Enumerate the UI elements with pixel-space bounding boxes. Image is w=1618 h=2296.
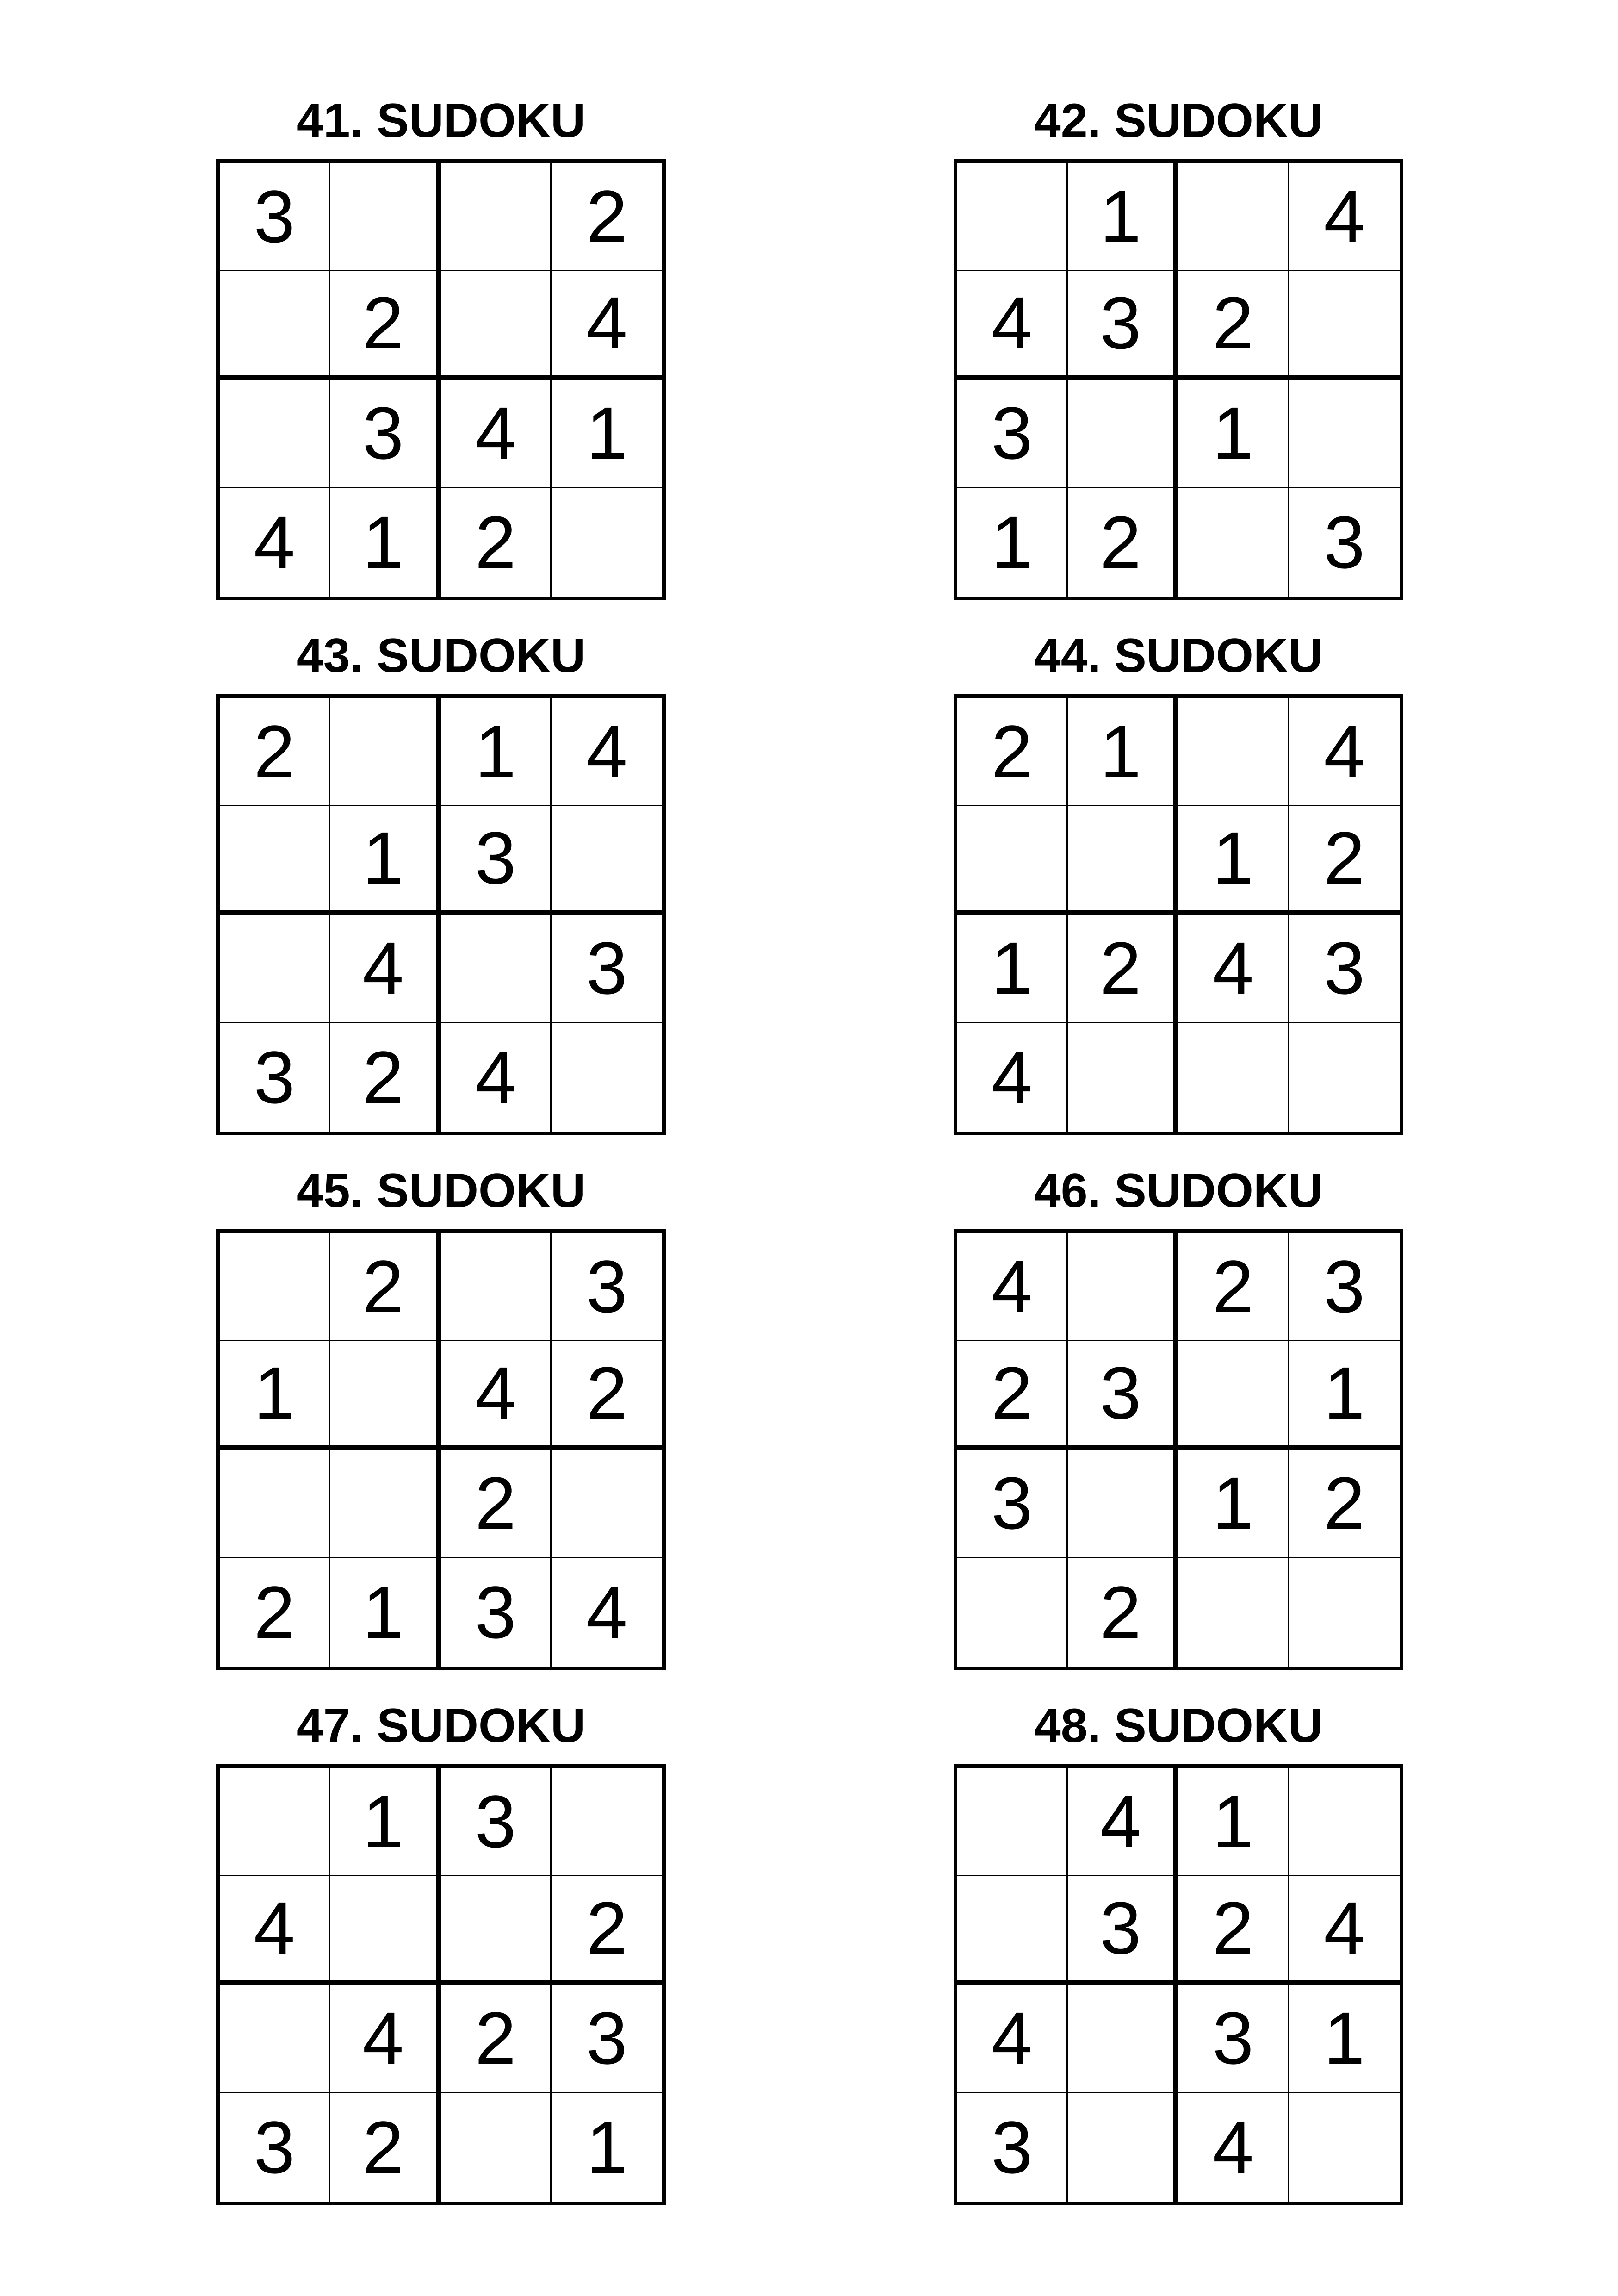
sudoku-cell[interactable]: 2 — [1068, 488, 1178, 597]
sudoku-cell[interactable]: 3 — [220, 163, 330, 271]
sudoku-cell[interactable]: 4 — [957, 1023, 1068, 1132]
sudoku-cell[interactable]: 1 — [957, 488, 1068, 597]
sudoku-cell[interactable] — [1289, 1768, 1400, 1876]
sudoku-cell[interactable]: 4 — [586, 1570, 627, 1654]
sudoku-cell[interactable]: 4 — [957, 271, 1068, 380]
sudoku-cell[interactable]: 2 — [1289, 806, 1400, 915]
sudoku-cell[interactable] — [441, 1233, 552, 1341]
sudoku-cell[interactable]: 1 — [1068, 163, 1178, 271]
sudoku-cell[interactable]: 3 — [220, 2093, 330, 2202]
sudoku-cell[interactable] — [220, 1985, 330, 2093]
sudoku-cell[interactable]: 4 — [1178, 915, 1289, 1023]
sudoku-cell[interactable] — [220, 1233, 330, 1341]
sudoku-cell[interactable]: 1 — [586, 2105, 627, 2189]
sudoku-cell[interactable]: 3 — [1178, 1985, 1289, 2093]
sudoku-cell[interactable] — [441, 915, 552, 1023]
sudoku-cell[interactable]: 1 — [330, 1768, 441, 1876]
sudoku-cell[interactable]: 2 — [220, 1558, 330, 1667]
sudoku-cell[interactable] — [1068, 1985, 1178, 2093]
sudoku-cell[interactable] — [1289, 380, 1400, 488]
sudoku-cell[interactable] — [441, 163, 552, 271]
sudoku-cell[interactable] — [1178, 488, 1289, 597]
sudoku-cell[interactable]: 1 — [1178, 1450, 1289, 1558]
sudoku-grid — [216, 1229, 666, 1670]
sudoku-cell[interactable]: 2 — [957, 698, 1068, 806]
sudoku-cell[interactable] — [220, 1768, 330, 1876]
sudoku-cell[interactable]: 4 — [1289, 698, 1400, 806]
sudoku-cell[interactable] — [330, 163, 441, 271]
sudoku-cell[interactable]: 2 — [552, 1876, 662, 1985]
sudoku-cell[interactable] — [552, 1023, 662, 1132]
sudoku-cell[interactable]: 3 — [957, 1450, 1068, 1558]
sudoku-cell[interactable] — [1068, 380, 1178, 488]
puzzle-title: 47. SUDOKU — [296, 1699, 586, 1753]
sudoku-cell[interactable] — [1289, 1558, 1400, 1667]
sudoku-cell[interactable]: 1 — [1289, 1985, 1400, 2093]
sudoku-cell[interactable] — [1178, 163, 1289, 271]
sudoku-cell[interactable]: 3 — [957, 2093, 1068, 2202]
sudoku-cell[interactable] — [957, 1768, 1068, 1876]
puzzle-title: 48. SUDOKU — [1034, 1699, 1323, 1753]
puzzle-title: 43. SUDOKU — [296, 629, 586, 683]
sudoku-cell[interactable]: 1 — [1178, 806, 1289, 915]
sudoku-cell[interactable]: 1 — [441, 698, 552, 806]
sudoku-cell[interactable] — [330, 698, 441, 806]
sudoku-cell[interactable] — [1178, 1558, 1289, 1667]
sudoku-cell[interactable]: 4 — [552, 271, 662, 380]
sudoku-grid — [954, 1764, 1403, 2205]
sudoku-cell[interactable] — [330, 1876, 441, 1985]
sudoku-grid — [954, 159, 1403, 600]
sudoku-cell[interactable] — [1178, 1341, 1289, 1450]
sudoku-grid — [216, 1764, 666, 2205]
sudoku-grid — [216, 694, 666, 1135]
sudoku-cell[interactable] — [1289, 1023, 1400, 1132]
sudoku-cell[interactable] — [1289, 271, 1400, 380]
sudoku-cell[interactable]: 4 — [220, 1876, 330, 1985]
sudoku-cell[interactable] — [220, 1450, 330, 1558]
sudoku-cell[interactable]: 1 — [957, 915, 1068, 1023]
sudoku-cell[interactable]: 3 — [1324, 500, 1365, 584]
sudoku-cell[interactable]: 3 — [1289, 1233, 1400, 1341]
sudoku-cell[interactable]: 1 — [1289, 1341, 1400, 1450]
puzzle-title: 46. SUDOKU — [1034, 1164, 1323, 1218]
sudoku-cell[interactable]: 4 — [330, 1985, 441, 2093]
sudoku-cell[interactable]: 2 — [441, 488, 552, 597]
sudoku-cell[interactable] — [957, 163, 1068, 271]
sudoku-cell[interactable]: 4 — [441, 1023, 552, 1132]
sudoku-cell[interactable]: 3 — [441, 806, 552, 915]
sudoku-cell[interactable]: 4 — [220, 488, 330, 597]
sudoku-cell[interactable]: 4 — [441, 1341, 552, 1450]
sudoku-cell[interactable]: 2 — [1178, 271, 1289, 380]
sudoku-cell[interactable]: 2 — [441, 1985, 552, 2093]
sudoku-cell[interactable]: 3 — [552, 1233, 662, 1341]
sudoku-cell[interactable]: 4 — [1068, 1768, 1178, 1876]
sudoku-cell[interactable]: 2 — [552, 163, 662, 271]
sudoku-cell[interactable] — [1068, 1450, 1178, 1558]
sudoku-cell[interactable]: 2 — [1068, 1558, 1178, 1667]
sudoku-cell[interactable] — [1068, 1023, 1178, 1132]
sudoku-cell[interactable]: 2 — [1068, 915, 1178, 1023]
sudoku-cell[interactable]: 3 — [441, 1768, 552, 1876]
sudoku-cell[interactable] — [552, 488, 662, 597]
sudoku-cell[interactable]: 2 — [441, 1450, 552, 1558]
sudoku-cell[interactable]: 1 — [1178, 380, 1289, 488]
sudoku-cell[interactable] — [957, 1876, 1068, 1985]
sudoku-cell[interactable]: 3 — [330, 380, 441, 488]
sudoku-cell[interactable]: 2 — [1178, 1233, 1289, 1341]
sudoku-cell[interactable] — [552, 1768, 662, 1876]
sudoku-cell[interactable] — [441, 271, 552, 380]
sudoku-grid — [216, 159, 666, 600]
sudoku-grid — [954, 694, 1403, 1135]
sudoku-cell[interactable]: 1 — [330, 488, 441, 597]
sudoku-cell[interactable] — [220, 271, 330, 380]
sudoku-cell[interactable] — [1068, 1233, 1178, 1341]
sudoku-cell[interactable] — [441, 1876, 552, 1985]
puzzle-title: 41. SUDOKU — [296, 94, 586, 148]
sudoku-cell[interactable] — [441, 2093, 552, 2202]
sudoku-cell[interactable]: 3 — [1289, 915, 1400, 1023]
sudoku-cell[interactable]: 3 — [220, 1023, 330, 1132]
sudoku-cell[interactable]: 1 — [330, 1558, 441, 1667]
sudoku-cell[interactable]: 4 — [330, 915, 441, 1023]
sudoku-cell[interactable] — [220, 380, 330, 488]
sudoku-cell[interactable] — [1068, 2093, 1178, 2202]
sudoku-cell[interactable] — [1289, 2093, 1400, 2202]
sudoku-cell[interactable]: 2 — [330, 1233, 441, 1341]
sudoku-cell[interactable]: 4 — [1289, 163, 1400, 271]
sudoku-cell[interactable] — [1178, 1023, 1289, 1132]
sudoku-cell[interactable] — [957, 1558, 1068, 1667]
sudoku-cell[interactable] — [220, 915, 330, 1023]
sudoku-cell[interactable]: 4 — [441, 380, 552, 488]
sudoku-grid — [954, 1229, 1403, 1670]
sudoku-cell[interactable] — [1178, 698, 1289, 806]
sudoku-cell[interactable]: 3 — [1068, 1876, 1178, 1985]
sudoku-cell[interactable]: 3 — [1068, 271, 1178, 380]
sudoku-cell[interactable] — [552, 1450, 662, 1558]
puzzle-title: 45. SUDOKU — [296, 1164, 586, 1218]
sudoku-cell[interactable]: 2 — [220, 698, 330, 806]
sudoku-cell[interactable]: 3 — [552, 915, 662, 1023]
sudoku-cell[interactable]: 2 — [330, 271, 441, 380]
sudoku-cell[interactable]: 3 — [1068, 1341, 1178, 1450]
sudoku-cell[interactable]: 1 — [220, 1341, 330, 1450]
sudoku-cell[interactable]: 1 — [552, 380, 662, 488]
sudoku-cell[interactable]: 4 — [1178, 2093, 1289, 2202]
sudoku-cell[interactable]: 2 — [330, 2093, 441, 2202]
puzzle-title: 42. SUDOKU — [1034, 94, 1323, 148]
puzzle-title: 44. SUDOKU — [1034, 629, 1323, 683]
sudoku-cell[interactable]: 2 — [552, 1341, 662, 1450]
sudoku-cell[interactable] — [220, 806, 330, 915]
sudoku-cell[interactable]: 2 — [1289, 1450, 1400, 1558]
sudoku-cell[interactable]: 4 — [957, 1233, 1068, 1341]
sudoku-cell[interactable]: 4 — [957, 1985, 1068, 2093]
sudoku-cell[interactable]: 4 — [1289, 1876, 1400, 1985]
sudoku-cell[interactable] — [552, 806, 662, 915]
sudoku-cell[interactable]: 3 — [552, 1985, 662, 2093]
sudoku-cell[interactable] — [330, 1450, 441, 1558]
sudoku-cell[interactable]: 1 — [330, 806, 441, 915]
sudoku-cell[interactable]: 1 — [1178, 1768, 1289, 1876]
sudoku-cell[interactable]: 2 — [957, 1341, 1068, 1450]
sudoku-cell[interactable]: 1 — [1068, 698, 1178, 806]
sudoku-cell[interactable]: 3 — [957, 380, 1068, 488]
sudoku-cell[interactable] — [330, 1341, 441, 1450]
sudoku-cell[interactable] — [1068, 806, 1178, 915]
sudoku-cell[interactable]: 2 — [330, 1023, 441, 1132]
sudoku-cell[interactable]: 2 — [1178, 1876, 1289, 1985]
sudoku-cell[interactable]: 3 — [441, 1558, 552, 1667]
sudoku-cell[interactable] — [957, 806, 1068, 915]
sudoku-cell[interactable]: 4 — [552, 698, 662, 806]
